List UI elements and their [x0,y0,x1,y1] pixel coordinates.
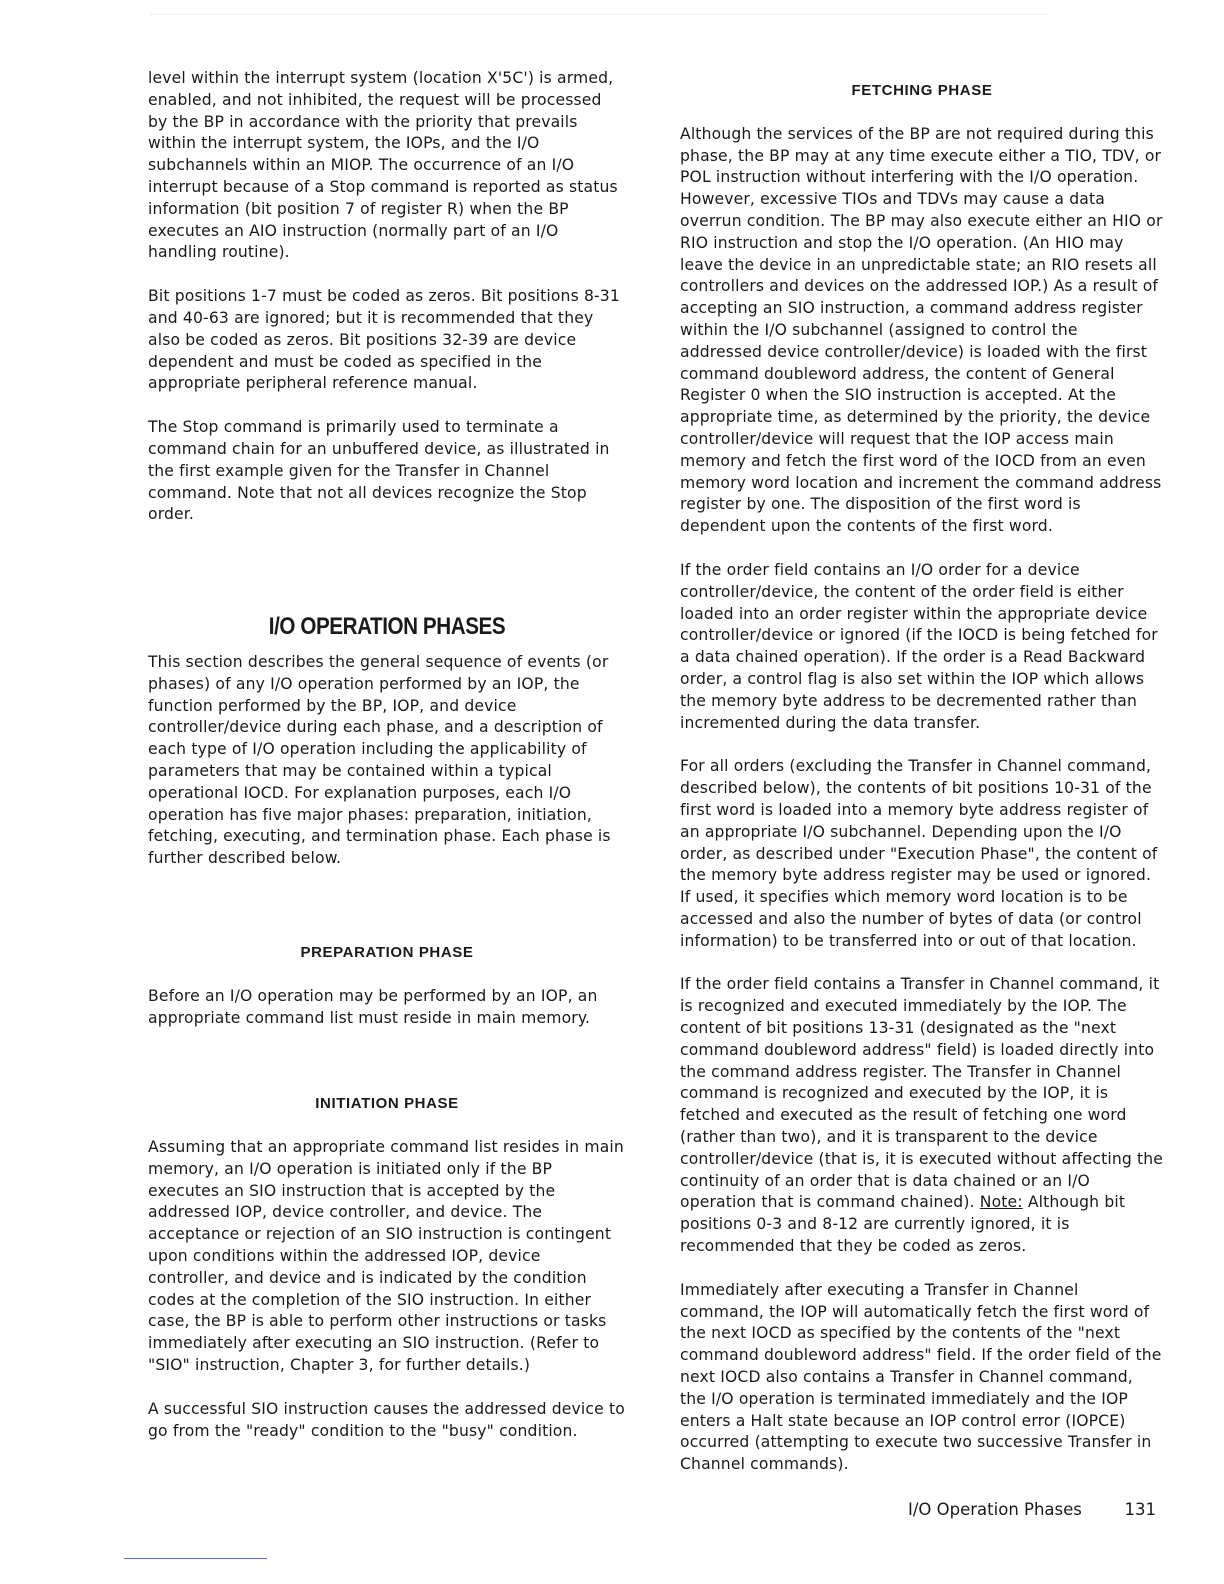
body-paragraph: A successful SIO instruction causes the addressed device to go from the "ready" condition to the "busy" condition. [148,1399,625,1440]
footer-section-title: I/O Operation Phases [908,1500,1082,1519]
body-paragraph [680,974,1164,1257]
body-paragraph: Although the services of the BP are not required during this phase, the BP may at any time execute either a TIO, TDV, or POL instruction without interfering with the I/O operation. However, excessive TIOs and TDVs may cause a data overrun condition. The BP may also execute either an HIO or RIO instruction and stop the I/O operation. (An HIO may leave the device in an unpredictable state; an RIO resets all controllers and devices on the addressed IOP.) As a result of accepting an SIO instruction, a command address register within the I/O subchannel (assigned to control the addressed device controller/device) is loaded with the first command doubleword address, the content of General Register 0 when the SIO instruction is accepted. At the appropriate time, as determined by the priority, the device controller/device will request that the IOP access main memory and fetch the first word of the IOCD from an even memory word location and increment the command address register by one. The disposition of the first word is dependent upon the contents of the first word. [680,124,1163,536]
section-heading-preparation: PREPARATION PHASE [300,943,474,961]
section-heading-initiation: INITIATION PHASE [315,1095,459,1113]
body-paragraph: For all orders (excluding the Transfer in Channel command, described below), the contents of bit positions 10-31 of the first word is loaded into a memory byte address register of an appropriate I/O subchannel. Depending upon the I/O order, as described under "Execution Phase", the content of the memory byte address register may be used or ignored. If used, it specifies which memory word location is to be accessed and also the number of bytes of data (or control information) to be transferred into or out of that location. [680,757,1158,950]
page-footer [908,1500,1156,1519]
body-paragraph: Assuming that an appropriate command list resides in main memory, an I/O operation is initiated only if the BP executes an SIO instruction that is accepted by the addressed IOP, device controller, and device. The acceptance or rejection of an SIO instruction is contingent upon conditions within the addressed IOP, device controller, and device and is indicated by the condition codes at the completion of the SIO instruction. In either case, the BP is able to perform other instructions or tasks immediately after executing an SIO instruction. (Refer to "SIO" instruction, Chapter 3, for further details.) [148,1138,624,1375]
scan-artifact [150,14,1050,21]
footnote-rule [124,1558,267,1559]
chapter-heading: I/O OPERATION PHASES [268,613,506,641]
body-paragraph: The Stop command is primarily used to terminate a command chain for an unbuffered device, as illustrated in the first example given for the Transfer in Channel command. Note that not all devices recognize the Stop order. [148,418,610,524]
body-paragraph: If the order field contains an I/O order for a device controller/device, the content of the order field is either loaded into an order register within the appropriate device controller/device or ignored (if the IOCD is being fetched for a data chained operation). If the order is a Read Backward order, a control flag is also set within the IOP which allows the memory byte address to be decremented rather than incremented during the data transfer. [680,560,1158,732]
body-text: If the order field contains a Transfer in Channel command, it is recognized and executed immediately by the IOP. The content of bit positions 13-31 (designated as the "next command doubleword address" field) is loaded directly into the command address register. The Transfer in Channel command is recognized and executed by the IOP, it is fetched and executed as the result of fetching one word (rather than two), and it is transparent to the device controller/device (that is, it is executed without affecting the continuity of an order that is data chained or an I/O operation that is command chained). [680,975,1164,1212]
body-paragraph: level within the interrupt system (location X'5C') is armed, enabled, and not inhibited, the request will be processed by the BP in accordance with the priority that prevails within the interrupt system, the IOPs, and the I/O subchannels within an MIOP. The occurrence of an I/O interrupt because of a Stop command is reported as status information (bit position 7 of register R) when the BP executes an AIO instruction (normally part of an I/O handling routine). [148,69,618,262]
note-label: Note: [979,1193,1023,1212]
left-column [148,68,626,1442]
body-text: Although bit positions 0-3 and 8-12 are currently ignored, it is recommended that they be coded as zeros. [680,1193,1126,1256]
body-paragraph: Immediately after executing a Transfer in Channel command, the IOP will automatically fetch the first word of the next IOCD as specified by the contents of the "next command doubleword address" field. If the order field of the next IOCD also contains a Transfer in Channel command, the I/O operation is terminated immediately and the IOP enters a Halt state because an IOP control error (IOPCE) occurred (attempting to execute two successive Transfer in Channel commands). [680,1280,1162,1474]
body-paragraph: Bit positions 1-7 must be coded as zeros. Bit positions 8-31 and 40-63 are ignored; but it is recommended that they also be coded as zeros. Bit positions 32-39 are device dependent and must be coded as specified in the appropriate peripheral reference manual. [148,287,620,393]
section-heading-fetching: FETCHING PHASE [851,82,993,99]
body-paragraph: This section describes the general sequence of events (or phases) of any I/O operation performed by an IOP, the function performed by the BP, IOP, and device controller/device during each phase, and a description of each type of I/O operation including the applicability of parameters that may be contained within a typical operational IOCD. For explanation purposes, each I/O operation has five major phases: preparation, initiation, fetching, executing, and termination phase. Each phase is further described below. [148,652,611,868]
body-paragraph: Before an I/O operation may be performed by an IOP, an appropriate command list must reside in main memory. [148,986,598,1027]
right-column [680,68,1164,1476]
page-number: 131 [1124,1500,1156,1519]
